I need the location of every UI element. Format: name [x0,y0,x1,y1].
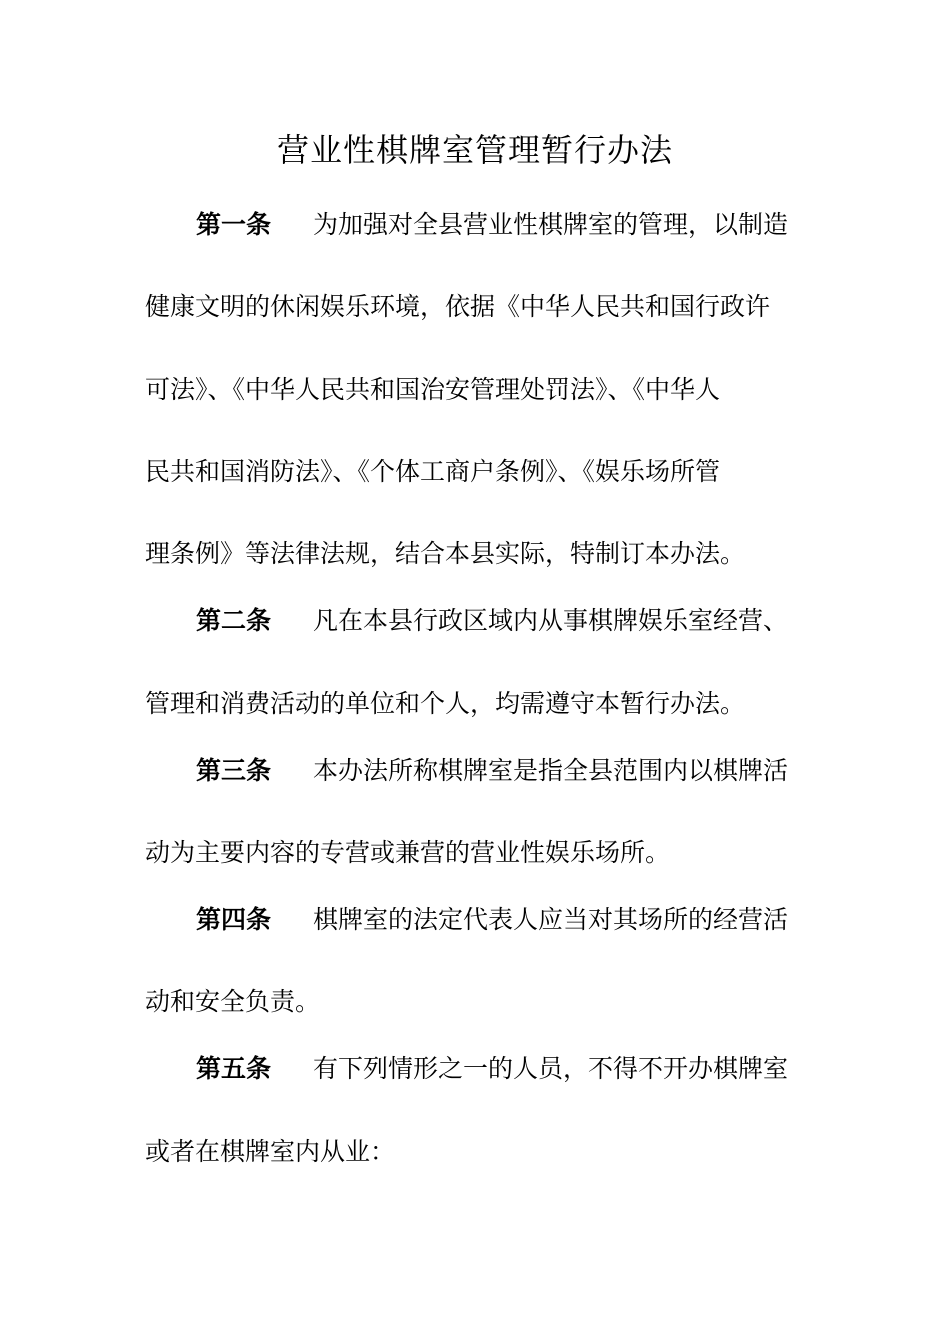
article-1-line-5: 理条例》等法律法规，结合本县实际，特制订本办法。 [145,539,746,568]
article-text: 有下列情形之一的人员，不得不开办棋牌室 [313,1054,789,1083]
article-1-line-4: 民共和国消防法》、《个体工商户条例》、《娱乐场所管 [145,457,721,486]
article-5-line-1 [196,1052,788,1086]
article-text: 本办法所称棋牌室是指全县范围内以棋牌活 [313,756,789,785]
article-text: 棋牌室的法定代表人应当对其场所的经营活 [313,905,789,934]
article-number: 第一条 [196,210,272,239]
article-number: 第五条 [196,1054,272,1083]
article-3-line-2: 动为主要内容的专营或兼营的营业性娱乐场所。 [145,838,671,867]
article-5-line-2: 或者在棋牌室内从业： [145,1137,396,1166]
article-3-line-1 [196,754,788,788]
article-number: 第三条 [196,756,272,785]
article-number: 第二条 [196,606,272,635]
article-2-line-1 [196,604,788,638]
article-number: 第四条 [196,905,272,934]
article-4-line-1 [196,903,788,937]
document-title: 营业性棋牌室管理暂行办法 [276,131,673,169]
article-4-line-2: 动和安全负责。 [145,987,321,1016]
article-2-line-2: 管理和消费活动的单位和个人，均需遵守本暂行办法。 [145,689,746,718]
article-1-line-2: 健康文明的休闲娱乐环境，依据《中华人民共和国行政许 [145,292,771,321]
article-1-line-1 [196,208,788,242]
article-1-line-3: 可法》、《中华人民共和国治安管理处罚法》、《中华人 [145,375,721,404]
article-text: 为加强对全县营业性棋牌室的管理，以制造 [313,210,789,239]
article-text: 凡在本县行政区域内从事棋牌娱乐室经营、 [313,606,789,635]
